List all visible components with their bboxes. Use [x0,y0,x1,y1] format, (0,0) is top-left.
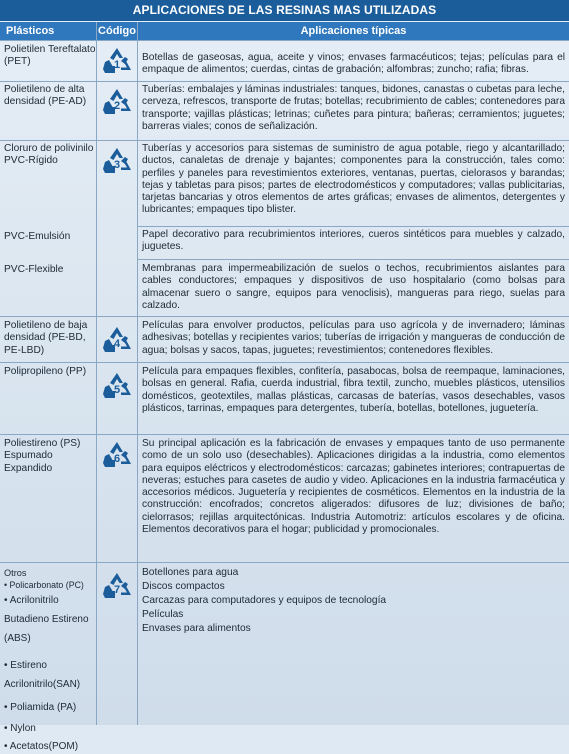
recycle-code: 6 [113,453,121,465]
others-item: • Poliamida (PA) [4,700,96,715]
application-line: Películas [142,609,184,620]
applications-text: Membranas para impermeabilización de suelos o techos, recubrimientos aislantes para cables conductores; empaques y dispositivos de uso hospitalario (como bolsas para almacenar suero o sangre, equipos para venoclisis), mangueras para riego, suelas para calzado. [142,263,565,311]
recycle-icon [101,88,133,116]
others-item: • Nylon [4,721,96,736]
header-code: Código [97,22,137,40]
applications-text: Botellas de gaseosas, agua, aceite y vinos; envases farmacéuticos; tejas; películas para el empaque de alimentos; cuerdas, cintas de grabación; alfombras; zuncho; rafia; fibras. [142,52,565,76]
recycle-code: 3 [113,159,121,171]
recycle-icon [101,572,133,600]
application-line: Botellones para agua [142,567,239,578]
applications-text: Película para empaques flexibles, confitería, pasabocas, bolsa de reempaque, laminaciones, bolsas en general. Rafia, cuerda industrial, fibra textil, zuncho, muebles plásticos, utensilios domésticos, geotextiles, mallas plásticas, carcasas de baterías, vasos desechables, vasos plásticos, tarrinas, empaques para detergentes, tubería, botellas, botellones, juguetería. [142,366,565,414]
plastic-name: Poliestireno (PS) Espumado Expandido [4,438,81,474]
recycle-icon [101,47,133,75]
applications-text: Su principal aplicación es la fabricación de envases y empaques tanto de uso permanente como de un solo uso (desechables). Aplicaciones dirigidas a la industria, como elementos para equipos eléctricos y electrodomésticos: carcazas; gabinetes interiores; contrapuertas de neveras; estuches para casetes de audio y video. Aplicaciones en la industria farmacéutica y accesorios médicos. Juguetería y recipientes de cosméticos. Elementos en la industria de la construcción: encofrados; concretos aligerados: difusores de luz; divisiones de baño; cielorrasos; rejillas arquitectónicas. Industria Automotriz: artículos escolares y de oficina. Elementos decorativos para el hogar; publicidad y promocionales. [142,438,565,536]
recycle-icon [101,441,133,469]
recycle-code: 7 [113,584,121,596]
applications-text: Tuberías y accesorios para sistemas de suministro de agua potable, riego y alcantarillado; ductos, canaletas de drenaje y bajantes; componentes para la construcción, tales como: perfiles y paneles para revestimientos exteriores, ventanas, puertas, cielorasos y barandas; tejas y tabletas para pisos; partes de electrodomésticos y computadores; vallas publicitarias, tarjetas bancarias y otros elementos de artes gráficas; envases de alimentos, detergentes y lubricantes; empaques tipo blister. [142,143,565,216]
plastic-name: Polietilen Tereftalato (PET) [4,44,96,68]
others-item: • Estireno Acrilonitrilo(SAN) [4,656,96,694]
others-applications [142,566,565,636]
applications-text: Películas para envolver productos, películas para uso agrícola y de invernadero; láminas adhesivas; botellas y recipientes varios; tuberías de irrigación y mangueras de conducción de agua; bolsas y sacos, tapas, juguetes; revestimientos; contenedores flexibles. [142,320,565,356]
header-plastics: Plásticos [0,22,96,40]
others-item: • Acetatos(POM) [4,739,96,754]
application-line: Discos compactos [142,581,225,592]
recycle-code: 4 [113,338,121,350]
plastic-name: Cloruro de polivinilo PVC-Rígido [4,143,94,167]
recycle-icon [101,326,133,354]
plastic-name: PVC-Flexible [4,264,64,275]
applications-text: Papel decorativo para recubrimientos interiores, cueros sintéticos para muebles y calzado, juguetes. [142,229,565,253]
header-applications: Aplicaciones típicas [138,22,569,40]
application-line: Envases para alimentos [142,623,251,634]
application-line: Carcazas para computadores y equipos de tecnología [142,595,387,606]
applications-text: Tuberías: embalajes y láminas industriales: tanques, bidones, canastas o cubetas para leche, cerveza, refrescos, transporte de frutas; botellas; recubrimiento de cables; contenedores para transporte; vajillas plásticas; letrinas; cuñetes para pintura; bañeras; cerramientos; juguetes; barreras viales; conos de señalización. [142,84,565,132]
others-list [4,567,96,754]
others-item: • Acrilonitrilo Butadieno Estireno (ABS) [4,591,96,648]
plastic-name: Polipropileno (PP) [4,366,87,377]
recycle-icon [101,147,133,175]
recycle-icon [101,372,133,400]
others-title: Otros [4,568,27,578]
plastic-name: PVC-Emulsión [4,231,71,242]
others-item: • Policarbonato (PC) [4,579,96,591]
recycle-code: 5 [113,384,121,396]
recycle-code: 1 [113,59,121,71]
plastic-name: Polietileno de alta densidad (PE-AD) [4,84,87,108]
recycle-code: 2 [113,100,121,112]
plastic-name: Polietileno de baja densidad (PE-BD, PE-LBD) [4,320,88,356]
table-title: APLICACIONES DE LAS RESINAS MAS UTILIZADAS [0,0,569,21]
